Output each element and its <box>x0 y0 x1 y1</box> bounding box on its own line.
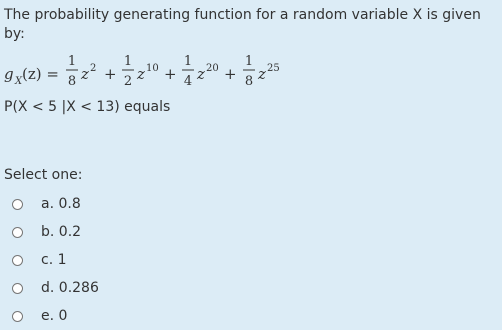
plus-sign-1: + <box>104 65 117 83</box>
term-2-variable: z <box>137 65 145 83</box>
plus-sign-3: + <box>224 65 237 83</box>
radio-button-a[interactable] <box>12 199 23 210</box>
conditional-probability-text: P(X < 5 |X < 13) equals <box>4 99 171 115</box>
radio-button-d[interactable] <box>12 283 23 294</box>
option-d[interactable] <box>0 274 502 302</box>
term-4-variable: z <box>258 65 266 83</box>
term-2-exponent: 10 <box>146 63 159 74</box>
formula-lhs-subscript: X <box>15 76 23 87</box>
radio-button-b[interactable] <box>12 227 23 238</box>
question-text: The probability generating function for a random variable X is given by: <box>4 7 481 42</box>
radio-button-e[interactable] <box>12 311 23 322</box>
option-e[interactable] <box>0 302 502 330</box>
option-a-label: a. 0.8 <box>41 196 81 212</box>
option-b-label: b. 0.2 <box>41 224 82 240</box>
pgf-formula <box>4 55 304 91</box>
term-3-variable: z <box>197 65 205 83</box>
formula-lhs: g <box>4 65 14 83</box>
term-3-numerator: 1 <box>183 54 193 69</box>
select-one-label: Select one: <box>4 167 83 183</box>
term-2-numerator: 1 <box>123 54 133 69</box>
term-1-variable: z <box>81 65 89 83</box>
term-4-exponent: 25 <box>267 63 280 74</box>
term-1-denominator: 8 <box>67 74 77 89</box>
term-3-denominator: 4 <box>183 74 193 89</box>
term-3-exponent: 20 <box>206 63 219 74</box>
answer-options <box>0 190 502 330</box>
term-4-denominator: 8 <box>244 74 254 89</box>
option-d-label: d. 0.286 <box>41 280 99 296</box>
option-e-label: e. 0 <box>41 308 68 324</box>
option-a[interactable] <box>0 190 502 218</box>
option-c-label: c. 1 <box>41 252 67 268</box>
term-4-numerator: 1 <box>244 54 254 69</box>
formula-lhs-argument: (z) = <box>22 65 59 83</box>
option-b[interactable] <box>0 218 502 246</box>
term-1-numerator: 1 <box>67 54 77 69</box>
term-1-exponent: 2 <box>90 63 97 74</box>
radio-button-c[interactable] <box>12 255 23 266</box>
plus-sign-2: + <box>164 65 177 83</box>
option-c[interactable] <box>0 246 502 274</box>
term-2-denominator: 2 <box>123 74 133 89</box>
pgf-formula-svg <box>4 55 304 91</box>
